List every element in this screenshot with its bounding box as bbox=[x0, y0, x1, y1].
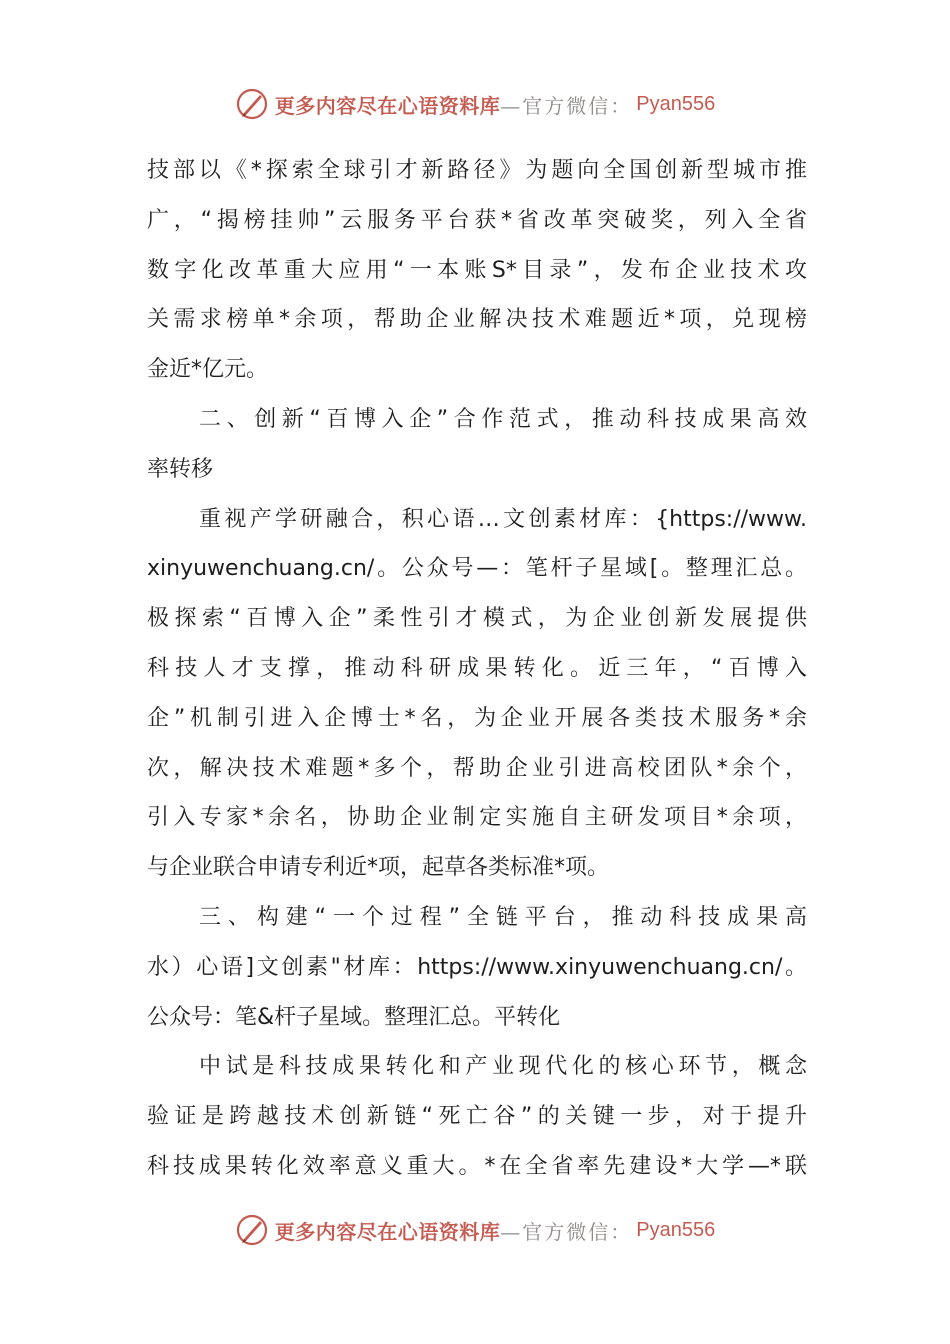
text-line: 引入专家*余名，协助企业制定实施自主研发项目*余项， bbox=[147, 805, 807, 831]
text-line: 中试是科技成果转化和产业现代化的核心环节，概念 bbox=[199, 1054, 807, 1080]
pen-logo-icon bbox=[235, 1213, 269, 1247]
text-line: xinyuwenchuang.cn/。公众号—：笔杆子星域[。整理汇总。 bbox=[147, 556, 807, 582]
text-line: 水）心语]文创素"材库：https://www.xinyuwenchuang.cn/。 bbox=[147, 954, 807, 980]
text-line: 验证是跨越技术创新链“死亡谷”的关键一步，对于提升 bbox=[147, 1104, 807, 1130]
header-banner bbox=[0, 84, 950, 124]
footer-banner bbox=[0, 1210, 950, 1250]
text-line: 广，“揭榜挂帅”云服务平台获*省改革突破奖，列入全省 bbox=[147, 207, 807, 233]
header-dash-text: —官方微信： bbox=[500, 93, 633, 118]
text-line: 金近*亿元。 bbox=[147, 357, 269, 383]
text-line: 极探索“百博入企”柔性引才模式，为企业创新发展提供 bbox=[147, 606, 807, 632]
text-line: 技部以《*探索全球引才新路径》为题向全国创新型城市推 bbox=[147, 158, 807, 183]
section-heading-3: 三、构建“一个过程”全链平台，推动科技成果高 bbox=[199, 904, 807, 930]
body-text bbox=[147, 146, 807, 1192]
header-wechat-id: Pyan556 bbox=[636, 92, 716, 115]
text-line: 关需求榜单*余项，帮助企业解决技术难题近*项，兑现榜 bbox=[147, 307, 807, 333]
section-heading-2-cont: 率转移 bbox=[147, 456, 214, 482]
text-line: 次，解决技术难题*多个，帮助企业引进高校团队*余个， bbox=[147, 755, 807, 781]
text-line: 重视产学研融合，积心语…文创素材库：{https://www. bbox=[199, 506, 807, 532]
text-line: 科技成果转化效率意义重大。*在全省率先建设*大学—*联 bbox=[147, 1153, 807, 1179]
footer-title: 更多内容尽在心语资料库 bbox=[274, 1219, 501, 1244]
text-line: 企”机制引进入企博士*名，为企业开展各类技术服务*余 bbox=[147, 705, 807, 731]
footer-dash-text: —官方微信： bbox=[500, 1219, 633, 1244]
section-heading-2: 二、创新“百博入企”合作范式，推动科技成果高效 bbox=[199, 406, 807, 432]
text-line: 公众号：笔&杆子星域。整理汇总。平转化 bbox=[147, 1004, 561, 1030]
footer-wechat-id: Pyan556 bbox=[636, 1218, 716, 1241]
header-title: 更多内容尽在心语资料库 bbox=[274, 93, 501, 118]
text-line: 科技人才支撑，推动科研成果转化。近三年，“百博入 bbox=[147, 655, 807, 681]
text-line: 与企业联合申请专利近*项，起草各类标准*项。 bbox=[147, 855, 610, 881]
text-line: 数字化改革重大应用“一本账S*目录”，发布企业技术攻 bbox=[147, 257, 807, 283]
pen-logo-icon bbox=[235, 87, 269, 121]
